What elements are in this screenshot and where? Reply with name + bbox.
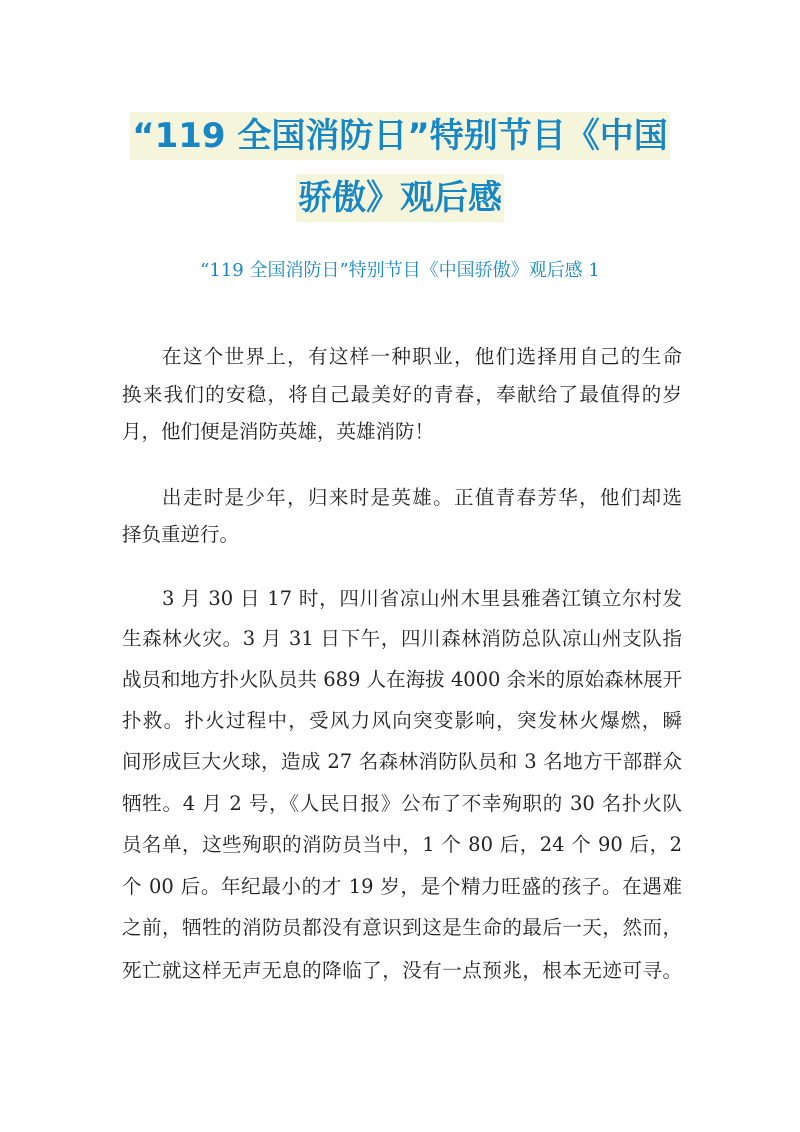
document-title-line-1 xyxy=(0,108,800,157)
paragraph-3-line: 员名单，这些殉职的消防员当中，1 个 80 后，24 个 90 后，2 xyxy=(122,833,682,856)
paragraph-3-line: 战员和地方扑火队员共 689 人在海拔 4000 余米的原始森林展开 xyxy=(122,668,683,691)
paragraph-3-line: 死亡就这样无声无息的降临了，没有一点预兆，根本无迹可寻。 xyxy=(122,959,682,982)
paragraph-1-line: 在这个世界上，有这样一种职业，他们选择用自己的生命 xyxy=(162,345,682,368)
paragraph-3-line: 生森林火灾。3 月 31 日下午，四川森林消防总队凉山州支队指 xyxy=(122,627,682,650)
section-heading: “119 全国消防日”特别节目《中国骄傲》观后感 1 xyxy=(200,260,600,281)
title-text-1: “119 全国消防日”特别节目《中国 xyxy=(130,112,670,160)
paragraph-3-line: 之前，牺牲的消防员都没有意识到这是生命的最后一天，然而， xyxy=(122,916,682,939)
title-text-2: 骄傲》观后感 xyxy=(296,174,504,222)
paragraph-1-line: 月，他们便是消防英雄，英雄消防！ xyxy=(122,420,435,443)
paragraph-3-line: 扑救。扑火过程中，受风力风向突变影响，突发林火爆燃，瞬 xyxy=(122,709,682,732)
paragraph-2-line: 出走时是少年，归来时是英雄。正值青春芳华，他们却选 xyxy=(162,486,682,509)
paragraph-2-line: 择负重逆行。 xyxy=(122,523,240,546)
paragraph-3-line: 个 00 后。年纪最小的才 19 岁，是个精力旺盛的孩子。在遇难 xyxy=(122,875,682,898)
paragraph-3-line: 间形成巨大火球，造成 27 名森林消防队员和 3 名地方干部群众 xyxy=(122,750,682,773)
paragraph-1-line: 换来我们的安稳，将自己最美好的青春，奉献给了最值得的岁 xyxy=(122,383,682,406)
paragraph-3-line: 牺牲。4 月 2 号，《人民日报》公布了不幸殉职的 30 名扑火队 xyxy=(122,792,682,815)
document-title-line-2 xyxy=(0,170,800,219)
paragraph-3-line: 3 月 30 日 17 时，四川省凉山州木里县雅砻江镇立尔村发 xyxy=(162,587,682,610)
